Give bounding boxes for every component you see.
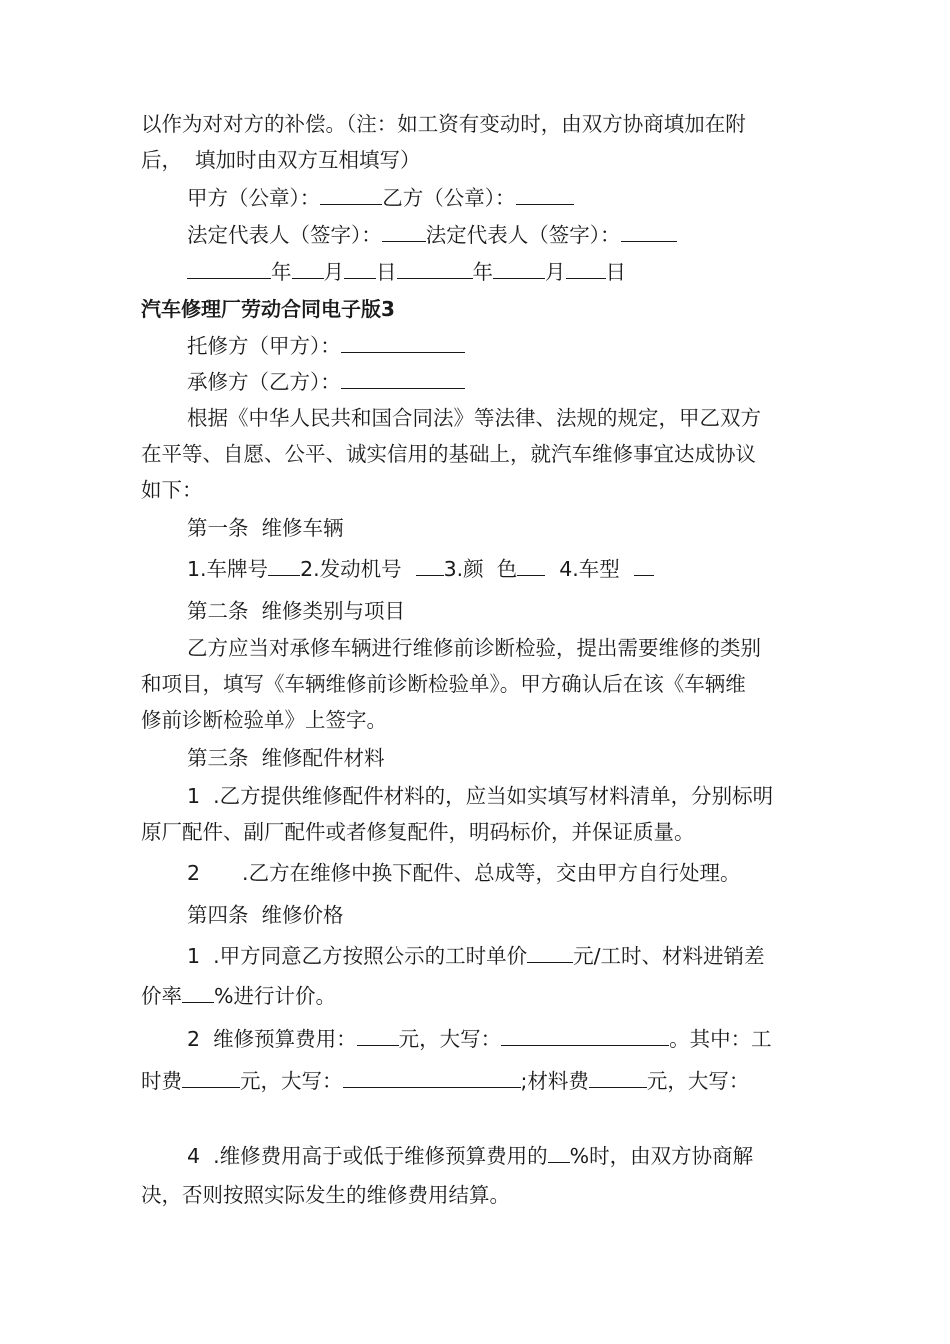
blank-field xyxy=(187,258,271,279)
blank-field xyxy=(320,184,382,205)
price-line xyxy=(187,942,765,970)
month-label: 月 xyxy=(545,260,566,284)
paragraph-line xyxy=(141,706,387,734)
blank-field xyxy=(382,221,426,242)
text: 元，大写： xyxy=(646,1069,750,1093)
text: 。其中：工 xyxy=(669,1027,772,1051)
blank-field xyxy=(501,1025,669,1046)
text: 时费 xyxy=(141,1069,182,1093)
text: .乙方在维修中换下配件、总成等，交由甲方自行处理。 xyxy=(242,861,741,885)
article-title xyxy=(187,597,405,625)
text: 后， 填加时由双方互相填写） xyxy=(141,148,421,172)
party-line xyxy=(187,368,465,396)
text: 原厂配件、副厂配件或者修复配件，明码标价，并保证质量。 xyxy=(141,820,695,844)
vehicle-fields-line xyxy=(187,555,654,583)
budget-line xyxy=(187,1025,772,1053)
text: 修前诊断检验单》上签字。 xyxy=(141,708,387,732)
paragraph-line xyxy=(187,634,761,662)
heading: 第一条 维修车辆 xyxy=(187,516,344,540)
party-b-seal-label: 乙方（公章）： xyxy=(382,186,516,210)
blank-field xyxy=(397,258,473,279)
rep-sign-label: 法定代表人（签字）： xyxy=(187,223,382,247)
blank-field xyxy=(344,258,376,279)
month-label: 月 xyxy=(323,260,344,284)
budget-line xyxy=(141,1067,749,1095)
paragraph-line xyxy=(141,110,746,138)
blank-field xyxy=(357,1025,399,1046)
blank-field xyxy=(517,555,545,576)
article-title xyxy=(187,901,344,929)
paragraph-line xyxy=(187,404,761,432)
paragraph-line xyxy=(141,670,746,698)
text: 元/工时、材料进销差 xyxy=(573,944,765,968)
heading: 汽车修理厂劳动合同电子版3 xyxy=(141,297,395,321)
text: 元，大写： xyxy=(398,1027,502,1051)
text: %时，由双方协商解 xyxy=(569,1144,754,1168)
day-label: 日 xyxy=(605,260,626,284)
paragraph-line xyxy=(141,146,421,174)
paragraph-line xyxy=(141,440,756,468)
signature-line xyxy=(187,221,677,249)
text: 以作为对对方的补偿。（注：如工资有变动时，由双方协商填加在附 xyxy=(141,112,746,136)
text: 和项目，填写《车辆维修前诊断检验单》。甲方确认后在该《车辆维 xyxy=(141,672,746,696)
blank-field xyxy=(343,1067,521,1088)
text: %进行计价。 xyxy=(214,984,336,1008)
seal-line xyxy=(187,184,574,212)
heading: 第三条 维修配件材料 xyxy=(187,746,385,770)
blank-field xyxy=(268,555,300,576)
text: 1 .甲方同意乙方按照公示的工时单价 xyxy=(187,944,528,968)
contractor-label: 承修方（乙方）： xyxy=(187,370,341,394)
text: 价率 xyxy=(141,984,182,1008)
blank-field xyxy=(621,221,677,242)
article-title xyxy=(187,744,385,772)
text: 2 维修预算费用： xyxy=(187,1027,357,1051)
paragraph-line xyxy=(141,1181,510,1209)
client-label: 托修方（甲方）： xyxy=(187,334,341,358)
text: 如下： xyxy=(141,478,203,502)
paragraph-line xyxy=(141,476,203,504)
blank-field xyxy=(493,258,545,279)
rep-sign-label: 法定代表人（签字）： xyxy=(425,223,621,247)
year-label: 年 xyxy=(271,260,292,284)
blank-field xyxy=(527,942,573,963)
model-label: 4.车型 xyxy=(559,557,620,581)
text: 1 .乙方提供维修配件材料的，应当如实填写材料清单，分别标明 xyxy=(187,784,774,808)
section-title xyxy=(141,295,395,323)
paragraph-line xyxy=(187,782,773,810)
text: 乙方应当对承修车辆进行维修前诊断检验，提出需要维修的类别 xyxy=(187,636,761,660)
blank-field xyxy=(182,1067,240,1088)
heading: 第四条 维修价格 xyxy=(187,903,344,927)
blank-field xyxy=(566,258,606,279)
price-line xyxy=(141,982,336,1010)
blank-field xyxy=(182,982,214,1003)
paragraph-line xyxy=(187,1142,753,1170)
blank-field xyxy=(634,555,654,576)
article-title xyxy=(187,514,344,542)
party-a-seal-label: 甲方（公章）： xyxy=(187,186,321,210)
day-label: 日 xyxy=(376,260,397,284)
blank-field xyxy=(416,555,444,576)
text: 根据《中华人民共和国合同法》等法律、法规的规定，甲乙双方 xyxy=(187,406,761,430)
blank-field xyxy=(589,1067,647,1088)
text: 4 .维修费用高于或低于维修预算费用的 xyxy=(187,1144,548,1168)
engine-label: 2.发动机号 xyxy=(300,557,402,581)
text: 在平等、自愿、公平、诚实信用的基础上，就汽车维修事宜达成协议 xyxy=(141,442,756,466)
item-number: 2 xyxy=(187,861,201,885)
paragraph-line xyxy=(141,818,695,846)
paragraph-line xyxy=(187,859,741,887)
text: ;材料费 xyxy=(520,1069,589,1093)
date-line xyxy=(187,258,626,286)
blank-field xyxy=(341,332,465,353)
color-label: 3.颜 色 xyxy=(443,557,518,581)
blank-field xyxy=(341,368,465,389)
text: 元，大写： xyxy=(240,1069,343,1093)
heading: 第二条 维修类别与项目 xyxy=(187,599,406,623)
text: 决，否则按照实际发生的维修费用结算。 xyxy=(141,1183,510,1207)
blank-field xyxy=(548,1142,570,1163)
blank-field xyxy=(292,258,324,279)
party-line xyxy=(187,332,465,360)
plate-label: 1.车牌号 xyxy=(187,557,269,581)
blank-field xyxy=(516,184,574,205)
year-label: 年 xyxy=(472,260,493,284)
